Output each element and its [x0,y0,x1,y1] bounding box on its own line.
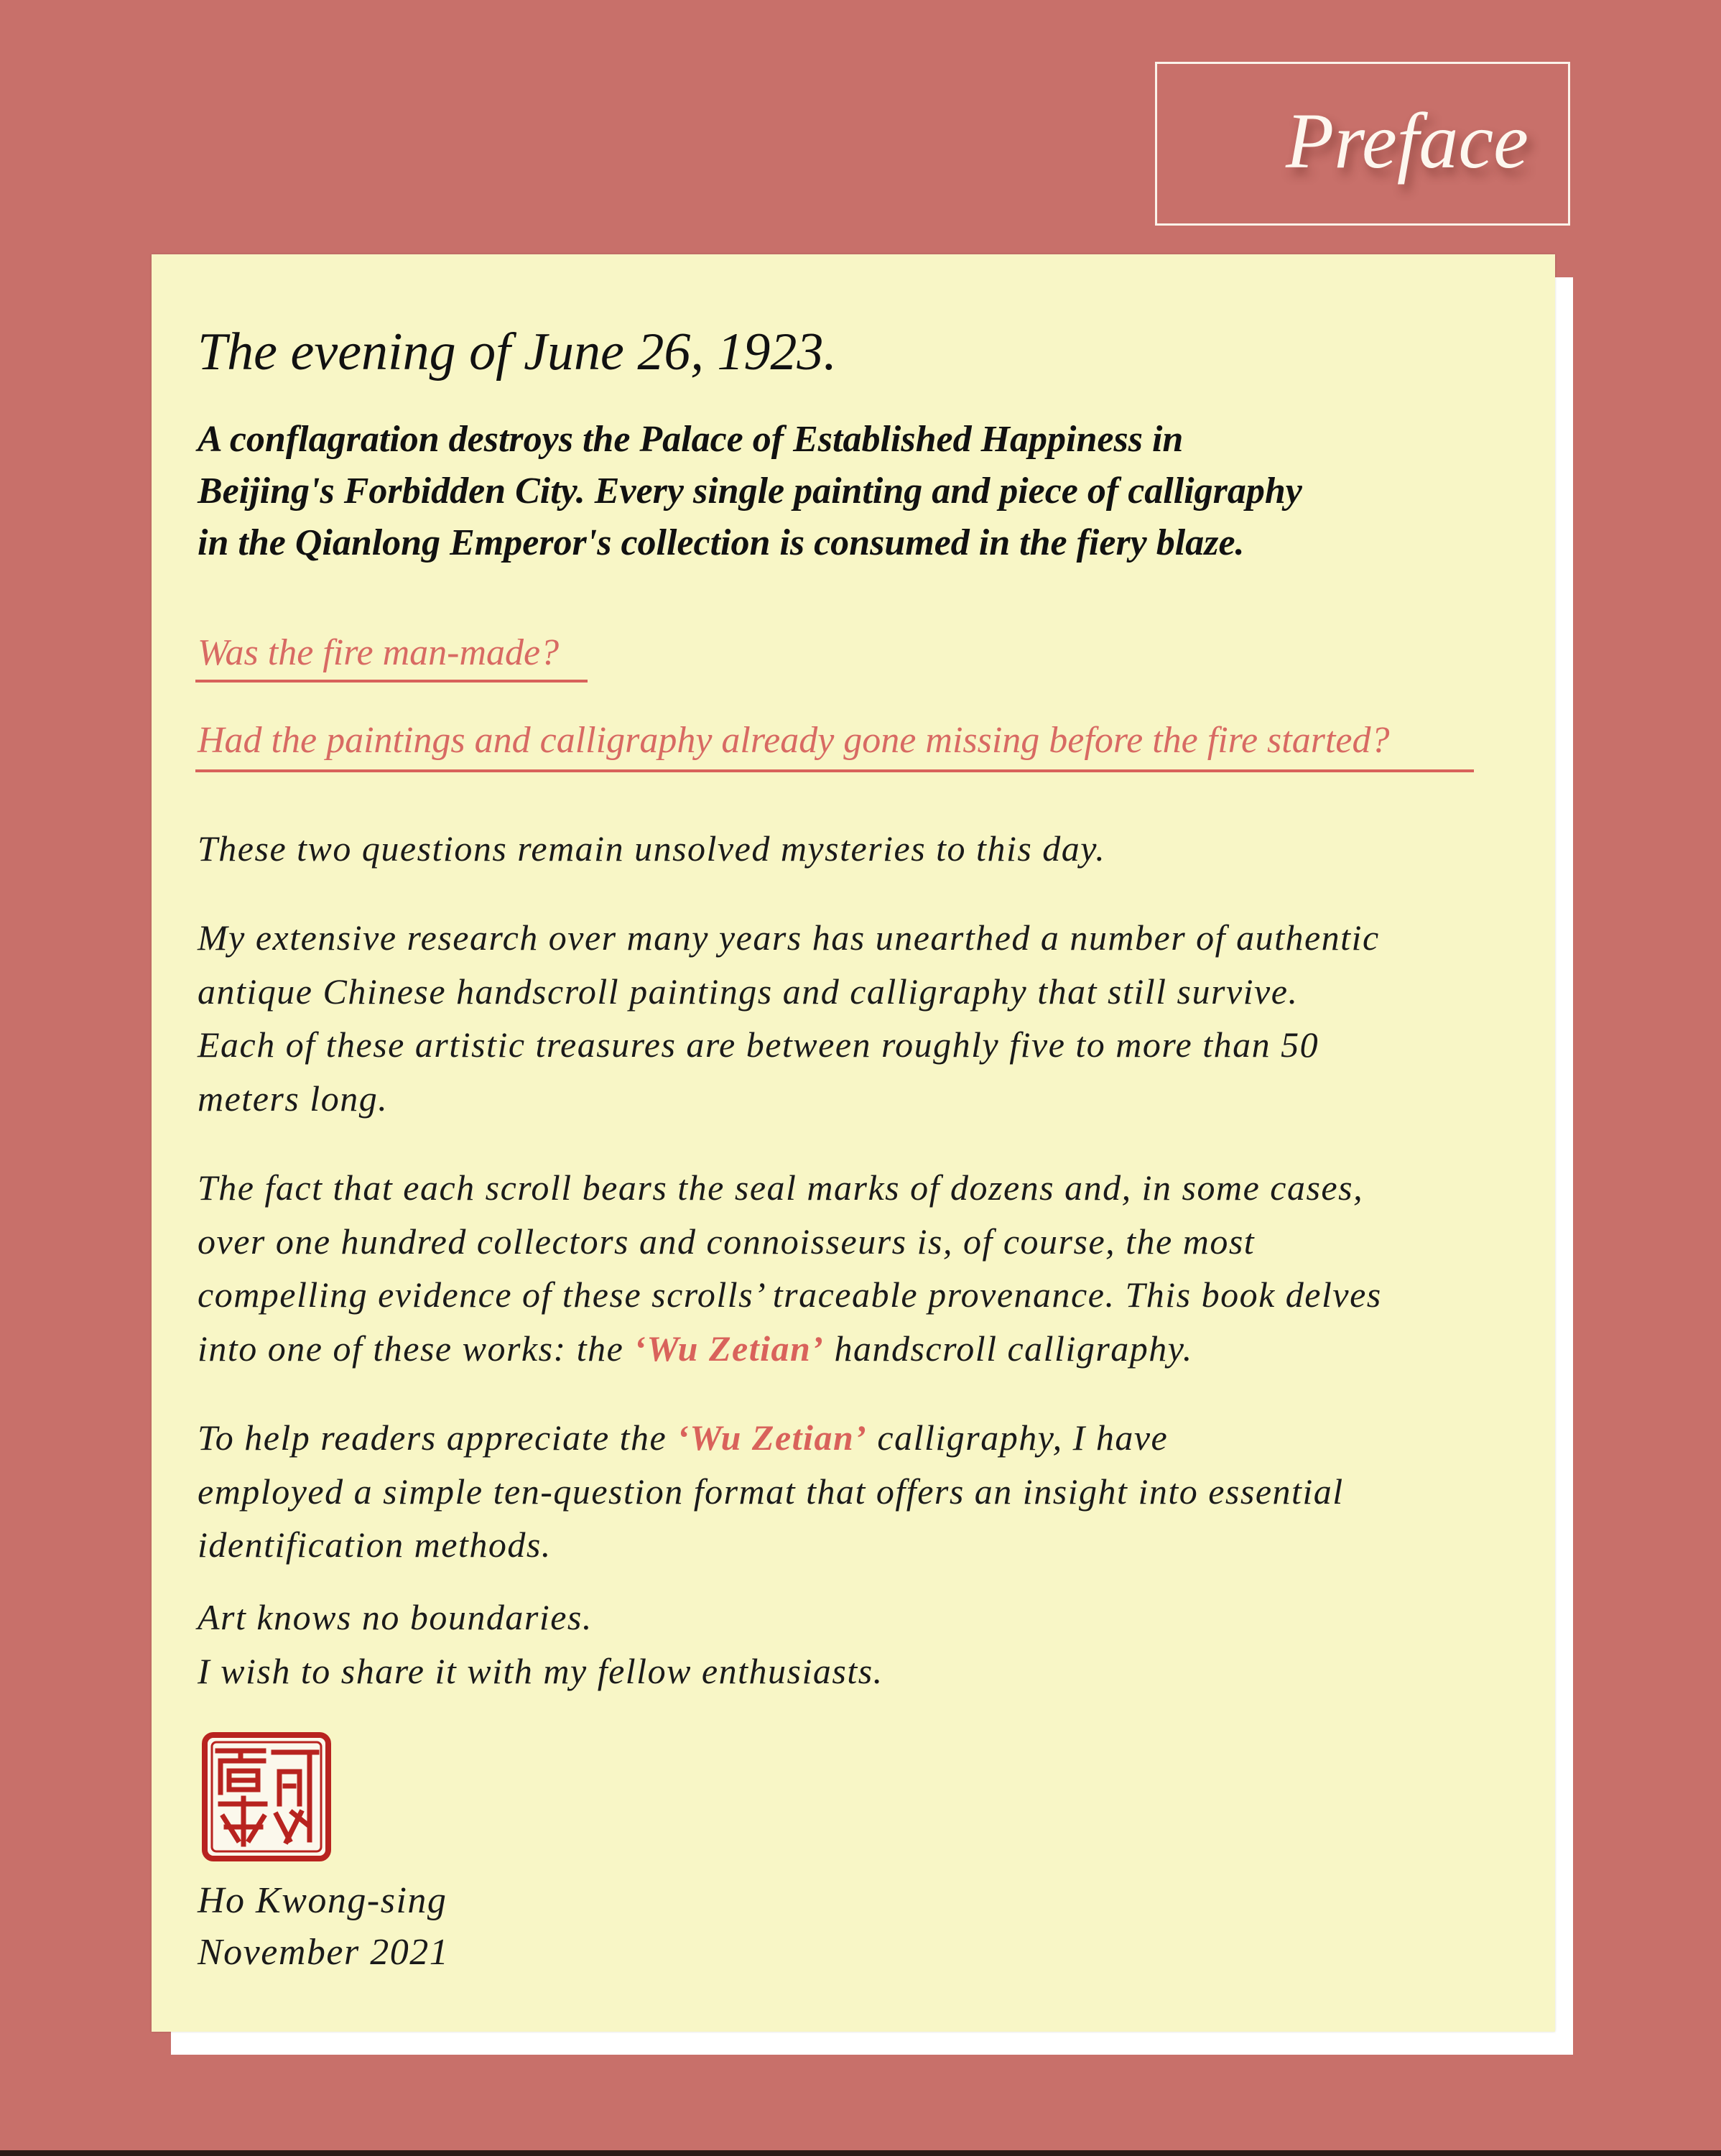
question-1-underline [195,680,588,683]
paragraph-5 [198,1591,1519,1698]
paragraph-4 [198,1411,1519,1572]
signature-block [198,1875,449,1979]
text-run: calligraphy, I have [867,1417,1169,1458]
paragraph-line: The fact that each scroll bears the seal marks of dozens and, in some cases, [198,1167,1364,1208]
work-title-highlight: ‘Wu Zetian’ [634,1328,825,1369]
question-2-underline [195,769,1474,772]
paragraph-line: compelling evidence of these scrolls’ traceable provenance. This book delves [198,1274,1382,1315]
text-run: into one of these works: the [198,1328,634,1369]
paragraph-2 [198,911,1519,1125]
red-square-seal-icon [202,1732,331,1861]
text-run: To help readers appreciate the [198,1417,677,1458]
text-run: handscroll calligraphy. [824,1328,1193,1369]
paragraph-line: antique Chinese handscroll paintings and calligraphy that still survive. [198,971,1299,1012]
work-title-highlight: ‘Wu Zetian’ [677,1417,868,1458]
paragraph-3 [198,1161,1519,1375]
page-title: Preface [1286,97,1529,185]
paragraph-line: Each of these artistic treasures are between roughly five to more than 50 [198,1024,1319,1065]
paragraph-line: These two questions remain unsolved mysteries to this day. [198,828,1106,869]
paragraph-line [198,1411,1519,1465]
bottom-rule [0,2150,1721,2156]
lead-line: Beijing's Forbidden City. Every single painting and piece of calligraphy [198,471,1302,512]
lead-line: in the Qianlong Emperor's collection is consumed in the fiery blaze. [198,522,1245,563]
paragraph-line [198,1322,1519,1376]
lead-line: A conflagration destroys the Palace of Established Happiness in [198,419,1184,460]
title-frame [1155,62,1570,226]
question-1: Was the fire man-made? [198,632,560,673]
paragraph-line: meters long. [198,1078,389,1119]
paragraph-line: I wish to share it with my fellow enthusiasts. [198,1650,883,1691]
paragraph-line: over one hundred collectors and connoisseurs is, of course, the most [198,1221,1256,1262]
paragraph-line: identification methods. [198,1525,552,1565]
author-name: Ho Kwong-sing [198,1880,447,1921]
paragraph-line: Art knows no boundaries. [198,1597,593,1637]
signature-date: November 2021 [198,1932,450,1973]
paragraph-line: employed a simple ten-question format that offers an insight into essential [198,1471,1344,1512]
paragraph-1 [198,822,1519,876]
lead-paragraph [198,414,1505,569]
article-heading: The evening of June 26, 1923. [198,323,837,381]
paragraph-line: My extensive research over many years has unearthed a number of authentic [198,917,1380,958]
question-2: Had the paintings and calligraphy already gone missing before the fire started? [198,720,1390,761]
